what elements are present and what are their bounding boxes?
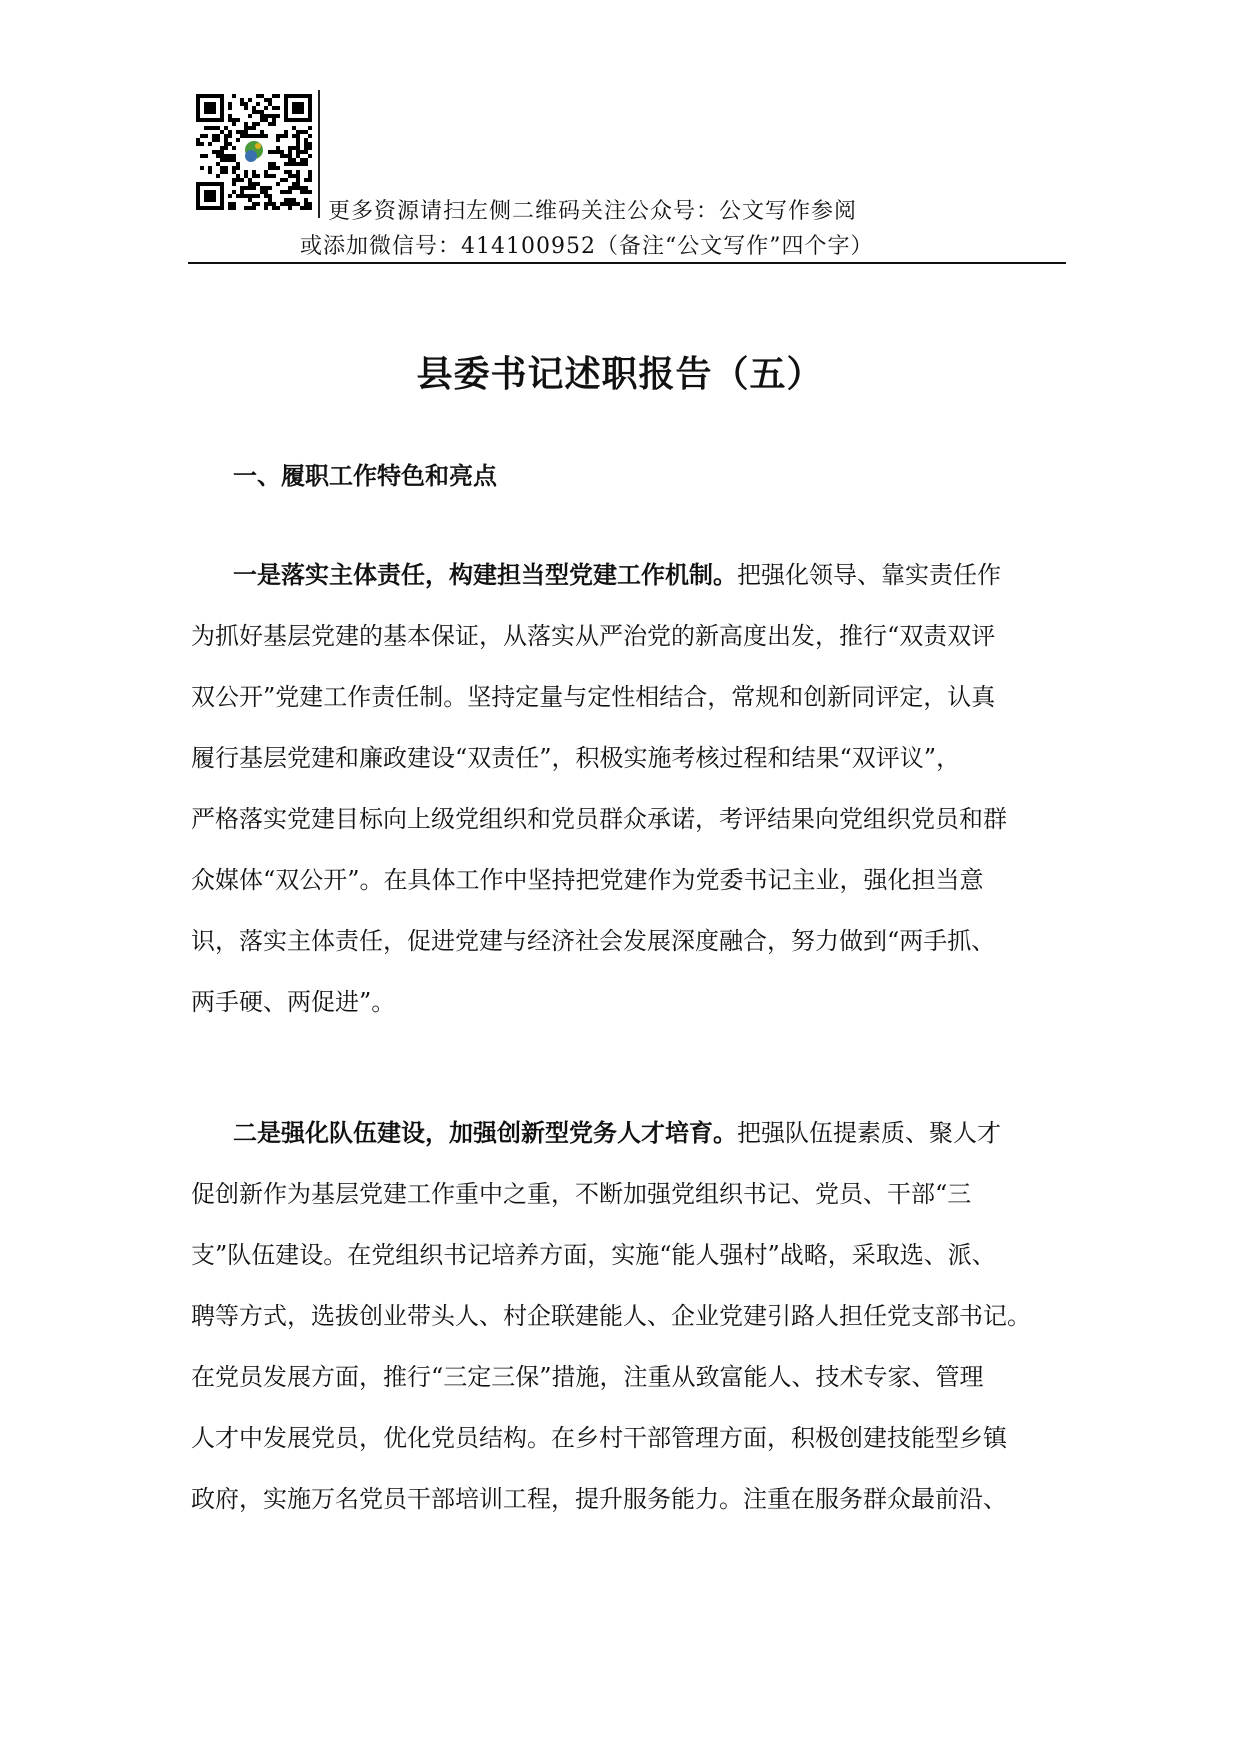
document-header	[188, 90, 1066, 266]
header-wechat-text: 或添加微信号：414100952（备注“公文写作”四个字）	[300, 234, 874, 259]
header-divider-horizontal	[188, 262, 1066, 264]
paragraph-line: 两手硬、两促进”。	[191, 988, 396, 1016]
paragraph-2	[191, 1116, 1057, 1543]
paragraph-line: 为抓好基层党建的基本保证，从落实从严治党的新高度出发，推行“双责双评	[191, 622, 996, 650]
paragraph-line: 二是强化队伍建设，加强创新型党务人才培育。把强队伍提素质、聚人才	[233, 1118, 1001, 1147]
document-title: 县委书记述职报告（五）	[416, 353, 824, 395]
qr-code-icon	[196, 94, 312, 210]
paragraph-line: 履行基层党建和廉政建设“双责任”，积极实施考核过程和结果“双评议”，	[191, 744, 961, 772]
section-heading: 一、履职工作特色和亮点	[233, 461, 497, 490]
paragraph-line: 在党员发展方面，推行“三定三保”措施，注重从致富能人、技术专家、管理	[191, 1363, 984, 1391]
paragraph-line: 严格落实党建目标向上级党组织和党员群众承诺，考评结果向党组织党员和群	[191, 805, 1007, 833]
paragraph-lead: 一是落实主体责任，构建担当型党建工作机制。	[233, 560, 737, 589]
paragraph-line: 促创新作为基层党建工作重中之重，不断加强党组织书记、党员、干部“三	[191, 1180, 972, 1208]
paragraph-line: 双公开”党建工作责任制。坚持定量与定性相结合，常规和创新同评定，认真	[191, 683, 996, 711]
paragraph-line: 政府，实施万名党员干部培训工程，提升服务能力。注重在服务群众最前沿、	[191, 1485, 1007, 1513]
paragraph-line: 众媒体“双公开”。在具体工作中坚持把党建作为党委书记主业，强化担当意	[191, 866, 984, 894]
paragraph-line: 人才中发展党员，优化党员结构。在乡村干部管理方面，积极创建技能型乡镇	[191, 1424, 1007, 1452]
paragraph-line: 一是落实主体责任，构建担当型党建工作机制。把强化领导、靠实责任作	[233, 560, 1001, 589]
paragraph-lead: 二是强化队伍建设，加强创新型党务人才培育。	[233, 1118, 737, 1147]
paragraph-line: 识，落实主体责任，促进党建与经济社会发展深度融合，努力做到“两手抓、	[191, 927, 996, 955]
paragraph-line: 聘等方式，选拔创业带头人、村企联建能人、企业党建引路人担任党支部书记。	[191, 1302, 1031, 1330]
header-divider-vertical	[318, 90, 320, 218]
header-promo-text: 更多资源请扫左侧二维码关注公众号：公文写作参阅	[328, 199, 858, 224]
paragraph-1	[191, 558, 1057, 1046]
paragraph-line: 支”队伍建设。在党组织书记培养方面，实施“能人强村”战略，采取选、派、	[191, 1241, 996, 1269]
